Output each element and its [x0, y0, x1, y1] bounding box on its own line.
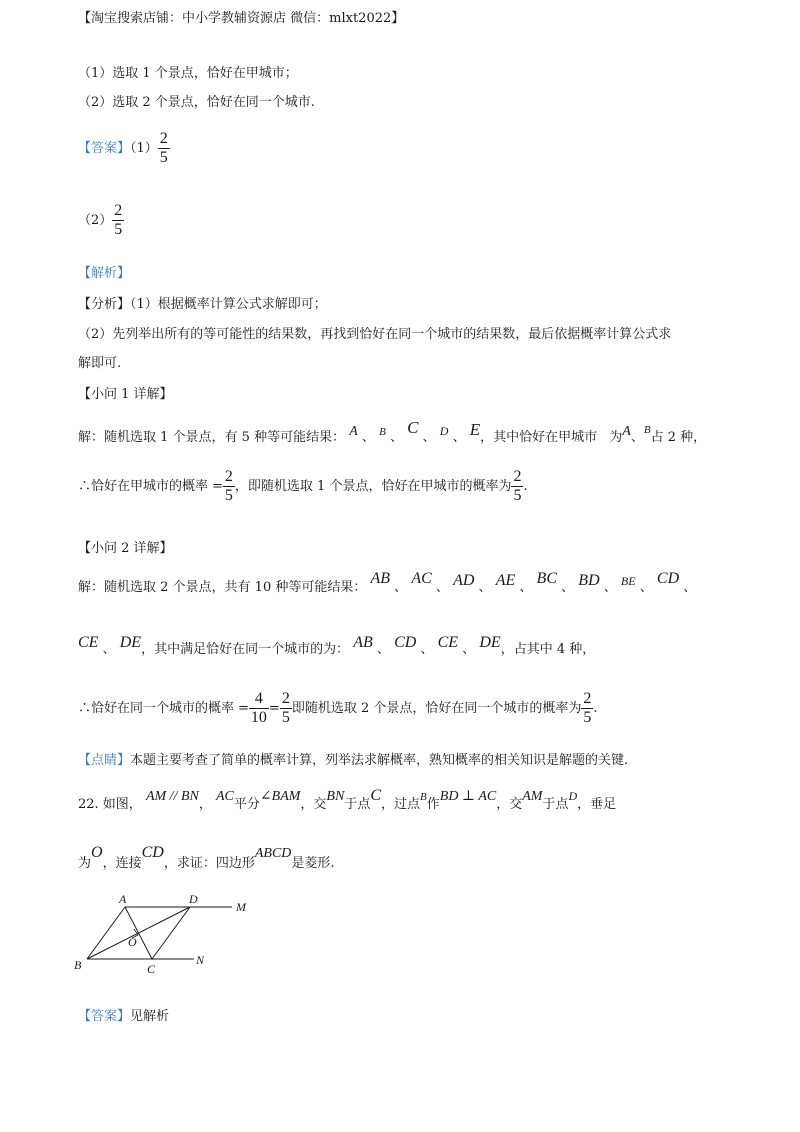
sub2-fraction-2: [280, 690, 292, 727]
math-A: A: [622, 424, 631, 439]
fraction-numerator: 4: [254, 690, 263, 707]
sub2-line-2: [78, 634, 596, 659]
segment-AB: [87, 907, 125, 959]
pair-AE: AE: [495, 572, 516, 589]
fraction-denominator: 10: [250, 709, 267, 726]
analysis-line-2: （2）先列举出所有的等可能性的结果数，再找到恰好在同一个城市的结果数，最后依据概率计算公式求: [78, 327, 672, 342]
math-C: C: [370, 787, 381, 804]
math-E: E: [469, 420, 481, 439]
text: ，过点: [381, 797, 421, 812]
separator: 、: [102, 642, 116, 657]
pair-AB: AB: [370, 570, 391, 587]
answer-fraction-1: [158, 130, 170, 167]
answer-fraction-2: [112, 202, 124, 239]
problem-22-line-2: [78, 844, 335, 873]
math-AM: AM: [522, 789, 543, 804]
math-O: O: [91, 844, 103, 861]
label-M: M: [236, 900, 246, 914]
sub1-end: .: [523, 479, 528, 494]
sub1-line2-a: ∴恰好在甲城市的概率: [78, 479, 209, 494]
sub1-wei: 为: [609, 430, 623, 445]
separator: 、: [603, 580, 617, 595]
text: 于点: [344, 797, 371, 812]
sub1-fraction: [223, 468, 235, 505]
separator: 、: [452, 430, 466, 445]
pair-CD: CD: [656, 570, 680, 587]
fraction-numerator: 2: [281, 690, 290, 707]
answer-row-1: [78, 130, 170, 167]
math-B: B: [379, 426, 386, 438]
dianjing-text: 本题主要考查了简单的概率计算，列举法求解概率，熟知概率的相关知识是解题的关键.: [130, 753, 629, 768]
text: ，交: [300, 797, 327, 812]
problem-number: 22. 如图，: [78, 797, 142, 812]
label-O: O: [128, 935, 137, 949]
sub2-line2-end: ，占其中 4 种，: [500, 642, 596, 657]
separator: 、: [361, 430, 375, 445]
fraction-numerator: 2: [513, 468, 522, 485]
sub2-title: 【小问 2 详解】: [78, 541, 173, 556]
math-B: B: [420, 791, 427, 803]
text: ，求证：四边形: [163, 856, 255, 871]
math-D: D: [568, 789, 578, 803]
pair-CE: CE: [78, 634, 99, 651]
math-D: D: [439, 424, 449, 438]
sub2-line3-a: ∴恰好在同一个城市的概率: [78, 701, 235, 716]
fraction-denominator: 5: [281, 709, 290, 726]
analysis-line-1: [78, 296, 327, 314]
sub2-fraction-result: [581, 690, 593, 727]
answer-22-label: 【答案】: [78, 1009, 131, 1024]
fraction-numerator: 2: [224, 468, 233, 485]
analysis-text-1: （1）根据概率计算公式求解即可；: [130, 297, 327, 312]
pair-AD: AD: [453, 572, 475, 589]
separator: 、: [630, 430, 644, 445]
math-C: C: [407, 418, 419, 437]
fraction-denominator: 5: [114, 221, 123, 238]
fraction-denominator: 5: [513, 487, 522, 504]
text: 为: [78, 856, 92, 871]
label-A: A: [119, 892, 127, 906]
pair-BD: BD: [578, 572, 600, 589]
separator: 、: [683, 580, 697, 595]
math-CD: CD: [141, 844, 164, 861]
match-AB: AB: [353, 634, 373, 651]
sub2-line2-mid: ，其中满足恰好在同一个城市的为：: [141, 642, 350, 657]
text: ，垂足: [577, 797, 617, 812]
answer-22-line: [78, 1008, 169, 1026]
solution-label: 【解析】: [78, 266, 131, 281]
problem-22-line-1: [78, 787, 617, 814]
fraction-numerator: 2: [114, 202, 123, 219]
sub2-fraction-1: [249, 690, 269, 727]
answer-prefix-2: （2）: [78, 213, 113, 228]
sub1-lead: 解：随机选取 1 个景点，有 5 种等可能结果：: [78, 430, 346, 445]
pair-DE: DE: [119, 634, 142, 651]
sub2-end: .: [593, 701, 598, 716]
sub2-line3-b: 即随机选取 2 个景点，恰好在同一个城市的概率为: [291, 701, 582, 716]
text: ，: [198, 797, 212, 812]
match-CE: CE: [437, 634, 459, 651]
fraction-denominator: 5: [224, 487, 233, 504]
equals-sign: =: [238, 701, 249, 716]
analysis-label: 【分析】: [78, 297, 131, 312]
diagonal-BD: [87, 907, 190, 959]
question-2: （2）选取 2 个景点，恰好在同一个城市.: [78, 95, 315, 110]
sub1-line-2: [78, 468, 528, 505]
sub1-mid: ，其中恰好在甲城市: [480, 430, 598, 445]
answer-prefix-1: （1）: [130, 141, 158, 156]
text: 平分: [233, 797, 260, 812]
separator: 、: [376, 642, 390, 657]
separator: 、: [478, 580, 492, 595]
math-A: A: [349, 424, 358, 439]
match-CD: CD: [394, 634, 417, 651]
dianjing-line: [78, 752, 628, 770]
label-D: D: [189, 892, 198, 906]
pair-AC: AC: [411, 570, 432, 587]
sub2-line-1: [78, 570, 697, 597]
math-B: B: [643, 424, 651, 436]
fraction-denominator: 5: [583, 709, 592, 726]
math-AM-parallel-BN: AM // BN: [145, 789, 199, 804]
sub1-title: 【小问 1 详解】: [78, 387, 173, 402]
math-BN: BN: [326, 789, 345, 804]
question-1: （1）选取 1 个景点，恰好在甲城市；: [78, 66, 298, 81]
math-AC: AC: [216, 789, 234, 804]
fraction-denominator: 5: [159, 149, 168, 166]
sub1-tail: 占 2 种，: [650, 430, 707, 445]
sub1-fraction-result: [511, 468, 523, 505]
label-C: C: [147, 962, 156, 976]
sub1-line-1: [78, 418, 707, 447]
answer-22-text: 见解析: [130, 1009, 170, 1024]
sub2-lead: 解：随机选取 2 个景点，共有 10 种等可能结果：: [78, 580, 367, 595]
math-BD-perp-AC: BD ⊥ AC: [439, 789, 497, 804]
math-angle-BAM: ∠BAM: [259, 789, 301, 804]
separator: 、: [420, 642, 434, 657]
math-ABCD: ABCD: [254, 846, 292, 861]
match-DE: DE: [479, 634, 501, 651]
text: 是菱形.: [291, 856, 335, 871]
sub1-line2-b: ，即随机选取 1 个景点，恰好在甲城市的概率为: [234, 479, 512, 494]
pair-BC: BC: [536, 570, 557, 587]
text: 作: [426, 797, 440, 812]
separator: 、: [561, 580, 575, 595]
separator: 、: [462, 642, 476, 657]
text: 于点: [542, 797, 569, 812]
separator: 、: [519, 580, 533, 595]
equals-sign: =: [212, 479, 223, 494]
sub2-line-3: [78, 690, 598, 727]
rhombus-figure: [70, 890, 270, 980]
equals-sign: =: [268, 701, 280, 716]
analysis-line-3: 解即可.: [78, 356, 122, 371]
fraction-numerator: 2: [159, 130, 168, 147]
separator: 、: [639, 580, 653, 595]
text: ，交: [496, 797, 523, 812]
separator: 、: [435, 580, 449, 595]
separator: 、: [422, 430, 436, 445]
header-banner: 【淘宝搜索店铺：中小学教辅资源店 微信：mlxt2022】: [78, 11, 405, 26]
label-N: N: [196, 953, 205, 967]
text: ，连接: [102, 856, 142, 871]
label-B: B: [74, 958, 82, 972]
pair-BE: BE: [620, 574, 636, 588]
fraction-numerator: 2: [583, 690, 592, 707]
segment-CD: [152, 907, 190, 959]
separator: 、: [394, 580, 408, 595]
answer-label: 【答案】: [78, 141, 131, 156]
answer-row-2: [78, 202, 124, 239]
separator: 、: [389, 430, 403, 445]
dianjing-label: 【点睛】: [78, 753, 131, 768]
